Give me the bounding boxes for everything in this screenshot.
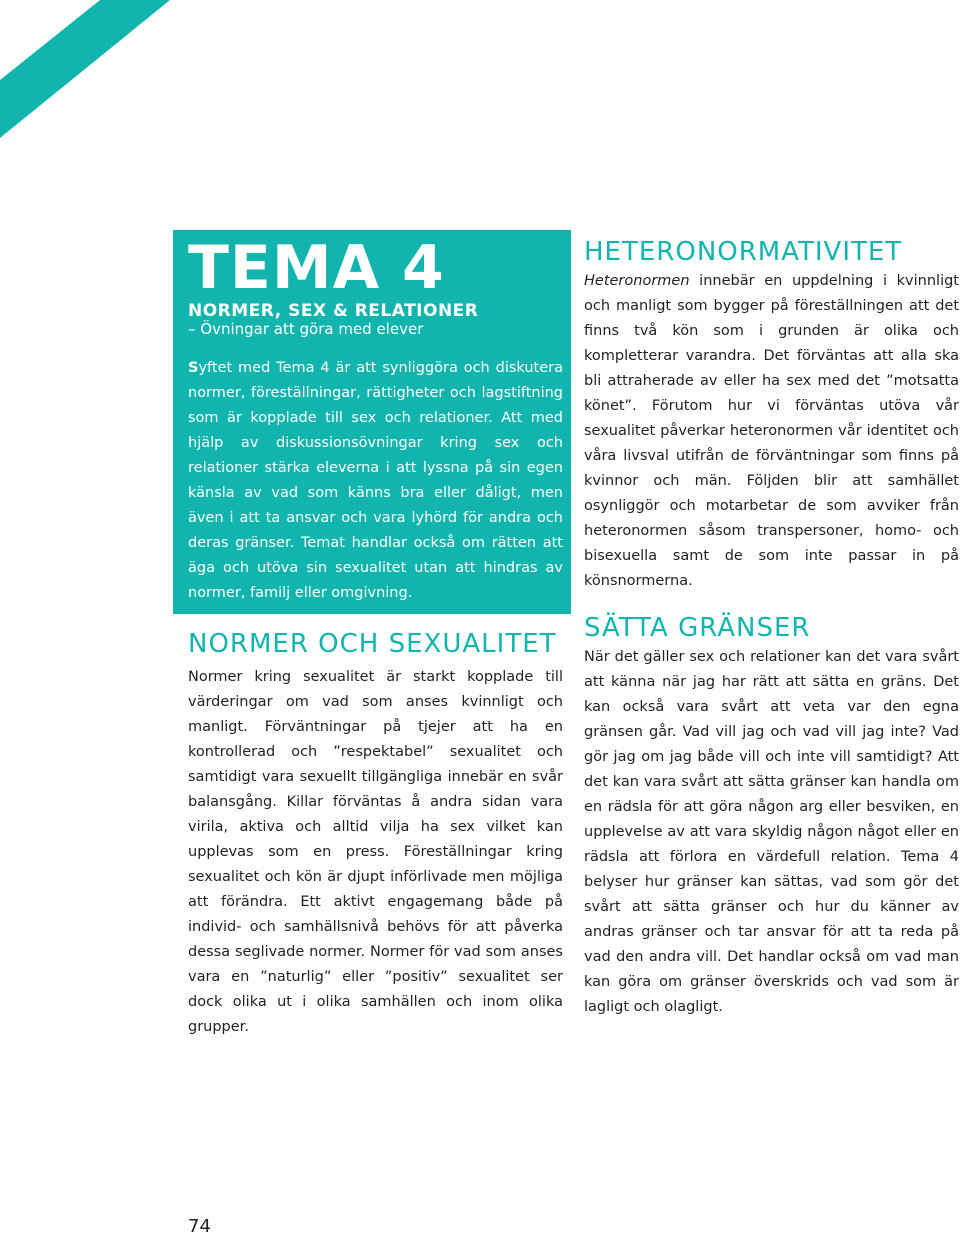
page-number: 74: [188, 1216, 211, 1237]
section-heading-granser: SÄTTA GRÄNSER: [584, 613, 811, 643]
right-column: [584, 238, 959, 1020]
section-body-normer: Normer kring sexualitet är starkt kopplade till värderingar om vad som anses kvinnligt och manligt. Förväntningar på tjejer att ha en kontrollerad och ”respektabel” sexualitet och samtidigt vara sexuellt tillgängliga innebär en svår balansgång. Killar förväntas å andra sidan vara virila, aktiva och alltid vilja ha sex vilket kan upplevas som en press. Föreställningar kring sexualitet och kön är djupt införlivade men möjliga att förändra. Ett aktivt engagemang både på individ- och samhällsnivå behövs för att påverka dessa seglivade normer. Normer för vad som anses vara en ”naturlig” eller ”positiv” sexualitet ser dock olika ut i olika samhällen och inom olika grupper.: [188, 669, 563, 1035]
intro-column: [188, 234, 563, 606]
section-body-hetero: [584, 269, 959, 594]
page-subtitle: NORMER, SEX & RELATIONER: [188, 301, 479, 321]
hetero-lead-term: Heteronormen: [584, 273, 690, 289]
section-normer: [188, 630, 563, 1040]
section-heading-normer: NORMER OCH SEXUALITET: [188, 629, 557, 659]
intro-initial: S: [188, 360, 199, 376]
corner-decoration: [0, 0, 175, 140]
intro-paragraph: [188, 356, 563, 606]
page-subsubtitle: – Övningar att göra med elever: [188, 320, 424, 338]
section-heading-hetero: HETERONORMATIVITET: [584, 237, 903, 267]
hetero-body-text: innebär en uppdelning i kvinnligt och manligt som bygger på föreställningen att det finns två kön som i grunden är olika och kompletterar varandra. Det förväntas att alla ska bli attraherade av eller ha sex med det ”motsatta könet”. Förutom hur vi förväntas utöva vår sexualitet påverkar heteronormen vår identitet och våra livsval utifrån de förväntningar som finns på kvinnor och män. Följden blir att samhället osynliggör och motarbetar de som avviker från heteronormen såsom transpersoner, homo- och bisexuella samt de som inte passar in på könsnormerna.: [584, 273, 959, 589]
intro-text: yftet med Tema 4 är att synliggöra och diskutera normer, föreställningar, rättigheter och lagstiftning som är kopplade till sex och relationer. Att med hjälp av diskussionsövningar kring sex och relationer stärka eleverna i att lyssna på sin egen känsla av vad som känns bra eller dåligt, men även i att ta ansvar och vara lyhörd för andra och deras gränser. Temat handlar också om rätten att äga och utöva sin sexualitet utan att hindras av normer, familj eller omgivning.: [188, 360, 563, 601]
section-body-granser: När det gäller sex och relationer kan det vara svårt att känna när jag har rätt att sätta en gräns. Det kan också vara svårt att veta var den egna gränsen går. Vad vill jag och vad vill jag inte? Vad gör jag om jag både vill och inte vill samtidigt? Att det kan vara svårt att sätta gränser kan handla om en rädsla för att göra någon arg eller besviken, en upplevelse av att vara skyldig någon något eller en rädsla att förlora en värdefull relation. Tema 4 belyser hur gränser kan sättas, vad som gör det svårt att sätta gränser och hur du känner av andras gränser och tar ansvar för att ta reda på vad den andra vill. Det handlar också om vad man kan göra om gränser överskrids och vad som är lagligt och olagligt.: [584, 649, 959, 1015]
page-title: TEMA 4: [188, 233, 445, 303]
